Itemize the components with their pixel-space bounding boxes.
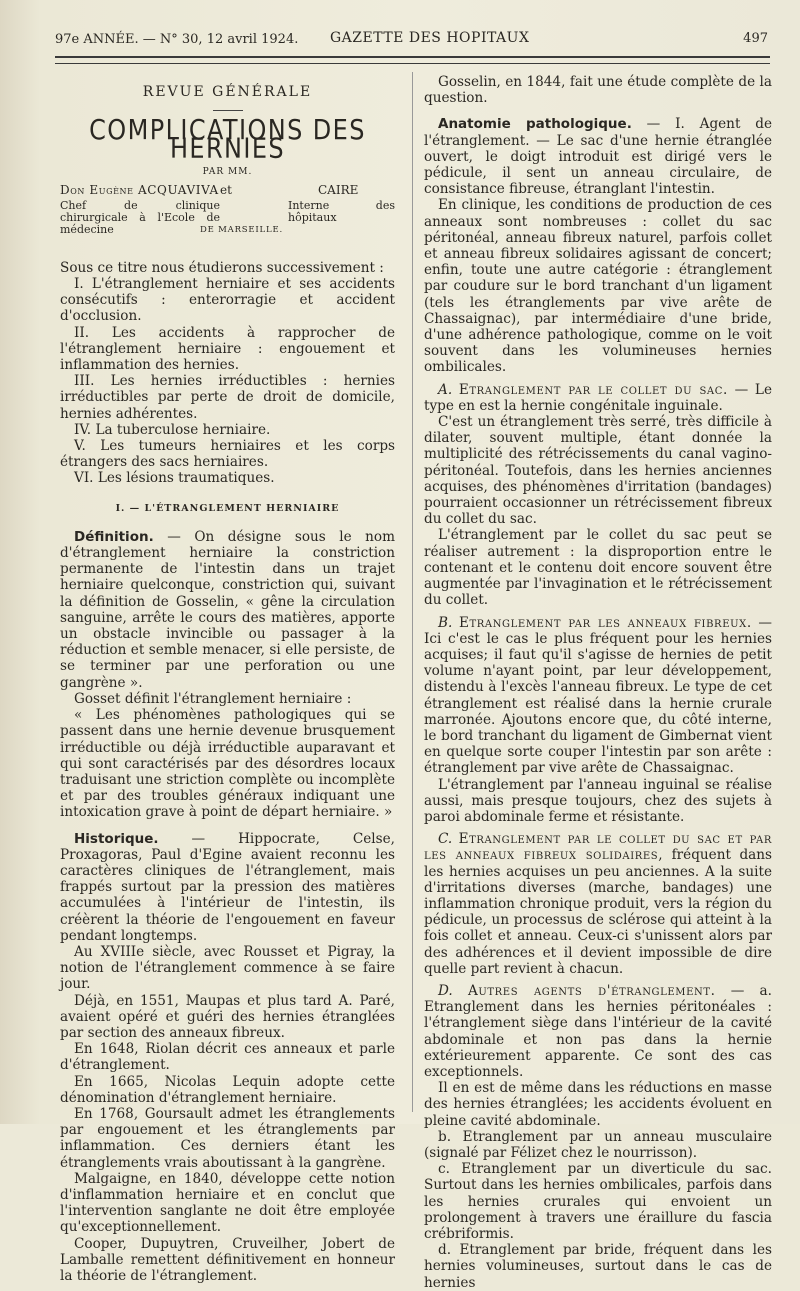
list-item: I. L'étranglement herniaire et ses accidents consécutifs : enterorragie et accident d'occlusion. <box>60 276 395 325</box>
left-column <box>60 74 395 1284</box>
subsection-c <box>424 831 772 977</box>
history-paragraph: Déjà, en 1551, Maupas et plus tard A. Paré, avaient opéré et guéri des hernies étranglées par section des anneaux fibreux. <box>60 992 395 1041</box>
subsection-d-text: — a. Etranglement dans les hernies péritonéales : l'étranglement siège dans l'intérieur de la cavité abdominale et non pas dans la hernie extérieurement apparente. Ce sont des cas exceptionnels. <box>424 982 772 1080</box>
journal-title: GAZETTE DES HOPITAUX <box>330 30 530 46</box>
subsection-a-text: — Le type en est la hernie congénitale inguinale. <box>424 381 772 414</box>
subsection-c-text: fréquent dans les hernies acquises un peu anciennes. A la suite d'irritations diverses (marche, bandages) une inflammation chronique produit, vers la région du pédicule, un processus de sclérose qui atteint à la fois collet et anneau. Ceux-ci s'unissent alors par des adhérences et il devient impossible de dire quelle part revient à chacun. <box>424 847 772 977</box>
history-paragraph: En 1768, Goursault admet les étranglements par engouement et les étranglements par inflammation. Ces derniers étant les étranglements vrais aboutissant à la gangrène. <box>60 1105 395 1171</box>
gosset-intro: Gosset définit l'étranglement herniaire : <box>74 690 352 707</box>
list-item: V. Les tumeurs herniaires et les corps étrangers des sacs herniaires. <box>60 438 395 471</box>
rubric-divider <box>213 110 243 111</box>
section-title: I. — L'ÉTRANGLEMENT HERNIAIRE <box>115 502 340 514</box>
historique-paragraph <box>60 831 395 944</box>
subsection-b-heading: Etranglement par les anneaux fibreux. <box>458 614 752 631</box>
subsection-a-label: A. <box>438 381 453 398</box>
author-1-affiliation: Chef de clinique chirurgicale à l'Ecole de médecine <box>60 198 220 236</box>
history-paragraph: En 1665, Nicolas Lequin adopte cette dénomination d'étranglement herniaire. <box>60 1073 395 1106</box>
author-conjunction: et <box>220 182 232 197</box>
clinique-paragraph: En clinique, les conditions de production de ces anneaux sont nombreuses : collet du sac péritonéal, anneau fibreux naturel, parfois collet et anneau fibreux solidaires agissant de concert; enfin, toute une autre catégorie : étranglement par coudure sur le bord tranchant d'un ligament (tels les étranglements par vive arête de Chassaignac), par intermédiaire d'une bride, d'une adhérence pathologique, comme on le voit souvent dans les volumineuses hernies ombilicales. <box>424 197 772 376</box>
rubric: REVUE GÉNÉRALE <box>142 84 313 100</box>
author-block <box>60 184 395 244</box>
definition-paragraph <box>60 529 395 691</box>
history-paragraph: En 1648, Riolan décrit ces anneaux et parle d'étranglement. <box>60 1041 395 1074</box>
author-2: CAIRE <box>318 182 359 197</box>
subsection-b-text: — Ici c'est le cas le plus fréquent pour les hernies acquises; il faut qu'il s'agisse de hernies de petit volume n'ayant point, par leur développement, distendu à l'excès l'anneau fibreux. Le type de cet étranglement est réalisé dans la hernie crurale marronée. Ajoutons encore que, du côté interne, le bord tranchant du ligament de Gimbernat vient en quelque sorte couper l'intestin par son arête : étranglement par vive arête de Chassaignac. <box>424 614 772 777</box>
subsection-a <box>424 382 772 414</box>
historique-text: — Hippocrate, Celse, Proxagoras, Paul d'Egine avaient reconnu les caractères cliniques de l'étranglement, mais frappés surtout par la pression des matières accumulées à l'intérieur de l'intestin, ils créèrent la théorie de l'engouement en faveur pendant longtemps. <box>60 830 395 944</box>
history-paragraph: Au XVIIIe siècle, avec Rousset et Pigray, la notion de l'étranglement commence à se faire jour. <box>60 943 395 993</box>
paragraph: L'étranglement par le collet du sac peut se réaliser autrement : la disproportion entre le contenant et le contenu doit encore souvent être augmentée par l'invagination et le rétrécissement du collet. <box>424 527 772 609</box>
right-column <box>424 74 772 1291</box>
paragraph: L'étranglement par l'anneau inguinal se réalise aussi, mais presque toujours, chez des sujets à paroi abdominale ferme et résistante. <box>424 776 772 825</box>
paragraph: d. Etranglement par bride, fréquent dans les hernies volumineuses, surtout dans le cas de hernies <box>424 1242 772 1291</box>
subsection-c-label: C. <box>438 831 453 848</box>
historique-heading: Historique. <box>74 830 159 847</box>
author-1: Don Eugène ACQUAVIVA <box>60 182 219 197</box>
header-rule-thin <box>55 63 770 64</box>
subsection-b <box>424 615 772 777</box>
list-item: VI. Les lésions traumatiques. <box>74 470 275 487</box>
anatomie-heading: Anatomie pathologique. <box>438 116 632 133</box>
subsection-d-heading: Autres agents d'étranglement. <box>467 982 716 999</box>
article-title: COMPLICATIONS DES HERNIES <box>89 113 366 165</box>
issue-line: 97e ANNÉE. — N° 30, 12 avril 1924. <box>55 32 299 47</box>
subsection-d <box>424 983 772 1080</box>
page-number: 497 <box>743 31 768 46</box>
list-item: IV. La tuberculose herniaire. <box>74 421 271 438</box>
history-paragraph: Cooper, Dupuytren, Cruveilher, Jobert de Lamballe remettent définitivement en honneur la théorie de l'étranglement. <box>60 1235 395 1284</box>
gosselin-paragraph: Gosselin, en 1844, fait une étude complète de la question. <box>424 74 772 107</box>
list-item: II. Les accidents à rapprocher de l'étranglement herniaire : engouement et inflammation des hernies. <box>60 324 395 374</box>
history-paragraph: Malgaigne, en 1840, développe cette notion d'inflammation herniaire et en conclut que l'intervention sanglante ne doit être employée qu'exceptionnellement. <box>60 1170 395 1236</box>
intro-paragraph: Sous ce titre nous étudierons successivement : <box>60 259 384 276</box>
subsection-c-heading: Etranglement par le collet du sac et par les anneaux fibreux solidaires, <box>424 831 772 864</box>
subsection-b-label: B. <box>438 614 453 631</box>
paragraph: b. Etranglement par un anneau musculaire (signalé par Félizet chez le nourrisson). <box>424 1128 772 1161</box>
gosset-quote: « Les phénomènes pathologiques qui se passent dans une hernie devenue brusquement irréductible ou déjà irréductible auparavant et qui sont caractérisés par des désordres locaux traduisant une striction complète ou incomplète et par des troubles généraux indiquant une intoxication grave à point de départ herniaire. » <box>60 707 395 821</box>
list-item: III. Les hernies irréductibles : hernies irréductibles par perte de droit de domicile, hernies adhérentes. <box>60 373 395 422</box>
paragraph: C'est un étranglement très serré, très difficile à dilater, souvent multiple, étant donnée la multiplicité des rétrécissements du canal vagino-péritonéal. Toutefois, dans les hernies anciennes acquises, des phénomènes d'irritation (bandages) pourraient occasionner un rétrécissement fibreux du collet du sac. <box>424 414 772 528</box>
header-rule <box>55 56 770 58</box>
par-mm: PAR MM. <box>202 166 253 177</box>
anatomie-paragraph <box>424 116 772 197</box>
column-divider <box>412 72 413 1112</box>
author-2-affiliation: Interne des hôpitaux <box>288 198 395 224</box>
page-header <box>55 30 770 52</box>
institution: DE MARSEILLE. <box>200 224 283 235</box>
paragraph: Il en est de même dans les réductions en masse des hernies étranglées; les accidents évoluent en pleine cavité abdominale. <box>424 1080 772 1129</box>
anatomie-text: — I. Agent de l'étranglement. — Le sac d'une hernie étranglée ouvert, le doigt introduit est dirigé vers le pédicule, il sent un anneau circulaire, de consistance fibreuse, étranglant l'intestin. <box>424 116 772 198</box>
subsection-a-heading: Etranglement par le collet du sac. <box>458 381 728 398</box>
definition-heading: Définition. <box>74 528 154 545</box>
definition-text: — On désigne sous le nom d'étranglement herniaire la constriction permanente de l'intestin dans un trajet herniaire quelconque, constriction qui, suivant la définition de Gosselin, « gêne la circulation sanguine, arrête le cours des matières, apporte un obstacle invincible ou passager à la réduction et semble menacer, si elle persiste, de se terminer par une perforation ou une gangrène ». <box>60 528 395 691</box>
paragraph: c. Etranglement par un diverticule du sac. Surtout dans les hernies ombilicales, parfois dans les hernies crurales qui envoient un prolongement à travers une éraillure du fascia crébriformis. <box>424 1161 772 1243</box>
subsection-d-label: D. <box>438 982 453 999</box>
